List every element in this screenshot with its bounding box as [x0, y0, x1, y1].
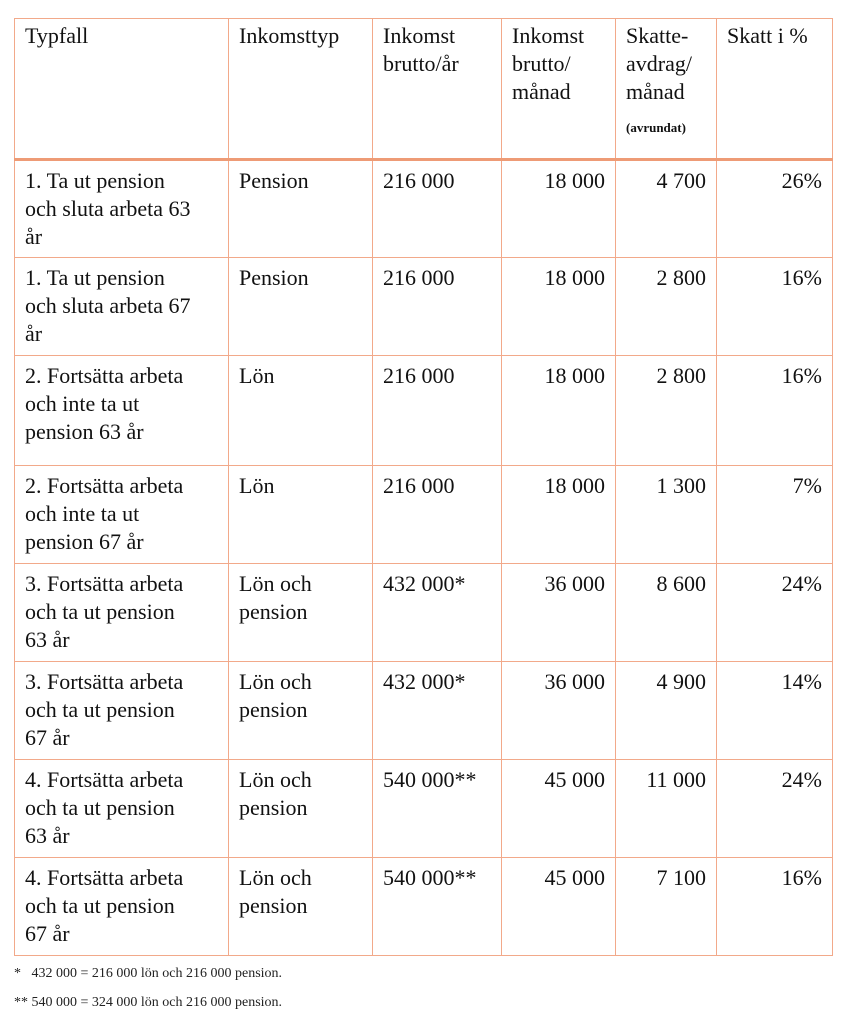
cell-line: 63 år	[25, 627, 70, 652]
cell-income-type	[229, 160, 373, 258]
cell-line: 1. Ta ut pension	[25, 168, 165, 193]
cell-line: 63 år	[25, 823, 70, 848]
cell-tax-pct: 7%	[717, 466, 833, 564]
cell-gross-month: 18 000	[502, 466, 616, 564]
cell-income-type	[229, 662, 373, 760]
cell-line: Pension	[239, 265, 309, 290]
cell-gross-year: 216 000	[373, 258, 502, 356]
cell-income-type	[229, 466, 373, 564]
cell-gross-year: 216 000	[373, 160, 502, 258]
table-row	[15, 258, 833, 356]
cell-gross-month: 18 000	[502, 356, 616, 466]
cell-line: 3. Fortsätta arbeta	[25, 669, 184, 694]
cell-case	[15, 662, 229, 760]
cell-line: 4. Fortsätta arbeta	[25, 767, 184, 792]
tax-table-container	[14, 18, 832, 956]
header-row	[15, 19, 833, 160]
cell-income-type	[229, 258, 373, 356]
header-tax-month-line: avdrag/	[626, 51, 692, 76]
header-gross-month	[502, 19, 616, 160]
cell-tax-month: 1 300	[616, 466, 717, 564]
cell-tax-month: 8 600	[616, 564, 717, 662]
header-gross-month-line: brutto/	[512, 51, 571, 76]
header-gross-year	[373, 19, 502, 160]
table-row	[15, 760, 833, 858]
cell-line: 67 år	[25, 725, 70, 750]
header-gross-year-line: brutto/år	[383, 51, 459, 76]
cell-case	[15, 466, 229, 564]
header-gross-month-line: månad	[512, 79, 571, 104]
cell-line: 2. Fortsätta arbeta	[25, 473, 184, 498]
header-tax-month-line: Skatte-	[626, 23, 689, 48]
cell-case	[15, 356, 229, 466]
header-tax-pct	[717, 19, 833, 160]
header-gross-month-line: Inkomst	[512, 23, 585, 48]
cell-line: år	[25, 224, 43, 249]
cell-income-type	[229, 356, 373, 466]
cell-gross-month: 18 000	[502, 160, 616, 258]
cell-case	[15, 160, 229, 258]
cell-tax-month: 4 700	[616, 160, 717, 258]
cell-gross-month: 45 000	[502, 760, 616, 858]
cell-gross-month: 36 000	[502, 662, 616, 760]
header-tax-pct-label: Skatt i %	[727, 23, 808, 48]
footnotes	[14, 965, 282, 1023]
table-row	[15, 662, 833, 760]
cell-line: 4. Fortsätta arbeta	[25, 865, 184, 890]
cell-line: och ta ut pension	[25, 795, 175, 820]
table-body	[15, 160, 833, 956]
cell-line: Lön och	[239, 669, 312, 694]
cell-line: Lön och	[239, 865, 312, 890]
cell-tax-month: 2 800	[616, 258, 717, 356]
cell-tax-month: 7 100	[616, 858, 717, 956]
cell-gross-year: 432 000*	[373, 564, 502, 662]
cell-line: 2. Fortsätta arbeta	[25, 363, 184, 388]
cell-gross-month: 36 000	[502, 564, 616, 662]
cell-income-type	[229, 564, 373, 662]
header-tax-month-line: månad	[626, 79, 685, 104]
header-gross-year-line: Inkomst	[383, 23, 456, 48]
cell-line: 67 år	[25, 921, 70, 946]
cell-gross-year: 540 000**	[373, 760, 502, 858]
cell-line: och sluta arbeta 67	[25, 293, 191, 318]
cell-tax-month: 4 900	[616, 662, 717, 760]
cell-gross-month: 18 000	[502, 258, 616, 356]
cell-tax-pct: 26%	[717, 160, 833, 258]
cell-line: Lön och	[239, 571, 312, 596]
cell-gross-month: 45 000	[502, 858, 616, 956]
cell-line: och inte ta ut	[25, 391, 140, 416]
cell-line: och ta ut pension	[25, 893, 175, 918]
footnote: ** 540 000 = 324 000 lön och 216 000 pension.	[14, 995, 283, 1010]
header-case-label: Typfall	[25, 23, 89, 48]
header-tax-month-note: (avrundat)	[626, 120, 686, 135]
cell-tax-month: 11 000	[616, 760, 717, 858]
cell-line: Lön	[239, 473, 275, 498]
cell-tax-pct: 14%	[717, 662, 833, 760]
cell-line: Lön	[239, 363, 275, 388]
cell-case	[15, 760, 229, 858]
footnote: * 432 000 = 216 000 lön och 216 000 pension.	[14, 966, 283, 981]
cell-gross-year: 216 000	[373, 356, 502, 466]
cell-income-type	[229, 760, 373, 858]
cell-line: och inte ta ut	[25, 501, 140, 526]
cell-gross-year: 540 000**	[373, 858, 502, 956]
table-row	[15, 356, 833, 466]
table-row	[15, 564, 833, 662]
cell-line: och sluta arbeta 63	[25, 196, 191, 221]
cell-income-type	[229, 858, 373, 956]
cell-tax-pct: 16%	[717, 356, 833, 466]
cell-tax-pct: 24%	[717, 564, 833, 662]
cell-line: och ta ut pension	[25, 599, 175, 624]
cell-gross-year: 216 000	[373, 466, 502, 564]
cell-tax-pct: 24%	[717, 760, 833, 858]
cell-line: och ta ut pension	[25, 697, 175, 722]
cell-line: Lön och	[239, 767, 312, 792]
table-row	[15, 466, 833, 564]
cell-case	[15, 258, 229, 356]
cell-tax-month: 2 800	[616, 356, 717, 466]
cell-tax-pct: 16%	[717, 258, 833, 356]
cell-line: pension 67 år	[25, 529, 144, 554]
cell-case	[15, 858, 229, 956]
cell-line: 3. Fortsätta arbeta	[25, 571, 184, 596]
cell-case	[15, 564, 229, 662]
tax-table	[14, 18, 833, 956]
cell-line: pension 63 år	[25, 419, 144, 444]
cell-line: pension	[239, 795, 308, 820]
header-income-type-label: Inkomsttyp	[239, 23, 340, 48]
table-row	[15, 858, 833, 956]
cell-line: pension	[239, 697, 308, 722]
table-row	[15, 160, 833, 258]
cell-line: år	[25, 321, 43, 346]
header-case	[15, 19, 229, 160]
cell-line: pension	[239, 893, 308, 918]
cell-tax-pct: 16%	[717, 858, 833, 956]
cell-line: Pension	[239, 168, 309, 193]
header-income-type	[229, 19, 373, 160]
cell-gross-year: 432 000*	[373, 662, 502, 760]
header-tax-month	[616, 19, 717, 160]
cell-line: pension	[239, 599, 308, 624]
cell-line: 1. Ta ut pension	[25, 265, 165, 290]
